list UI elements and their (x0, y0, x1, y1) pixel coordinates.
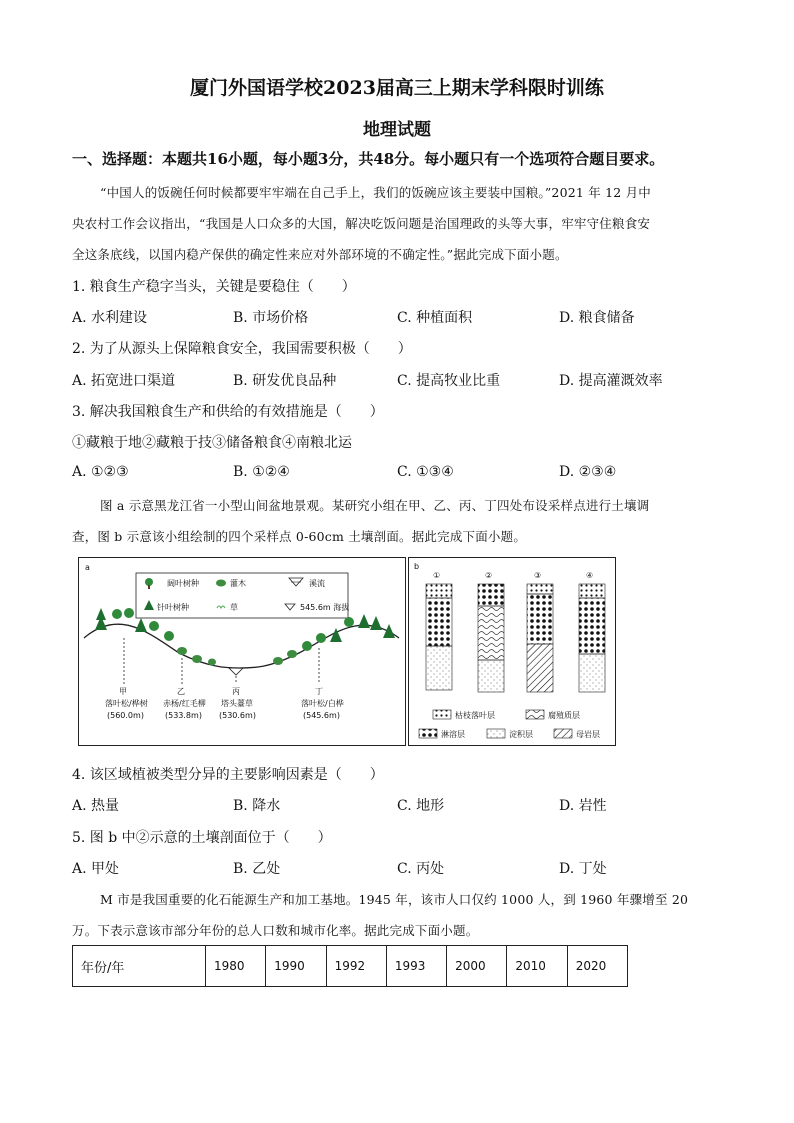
passage-line: M 市是我国重要的化石能源生产和加工基地。1945 年，该市人口仅约 1000 人，到 1960 年骤增至 20 (100, 892, 689, 907)
legend-shrub: 灌木 (230, 579, 246, 588)
question-stem: 1. 粮食生产稳字当头，关键是要稳住（ ） (72, 279, 356, 295)
legend-parent-rock: 母岩层 (576, 730, 600, 739)
option-b[interactable]: B. ①②④ (233, 464, 290, 480)
soil-profiles (409, 558, 615, 745)
question-stem: 5. 图 b 中②示意的土壤剖面位于（ ） (72, 830, 332, 846)
option-b[interactable]: B. 市场价格 (233, 310, 309, 326)
option-b[interactable]: B. 研发优良品种 (233, 373, 337, 389)
site-vegetation: 落叶松/白桦 (301, 699, 344, 708)
legend-illuvial: 淀积层 (509, 730, 533, 739)
profile-label: ③ (534, 571, 542, 580)
profile-label: ④ (586, 571, 594, 580)
legend-eluvial: 淋溶层 (441, 730, 465, 739)
option-d[interactable]: D. 丁处 (559, 861, 607, 877)
site-elevation: (560.0m) (107, 711, 144, 720)
option-d[interactable]: D. 岩性 (559, 798, 607, 814)
option-a[interactable]: A. 水利建设 (72, 310, 148, 326)
option-a[interactable]: A. 热量 (72, 798, 120, 814)
question-extra: ①藏粮于地②藏粮于技③储备粮食④南粮北运 (72, 435, 352, 451)
site-name: 乙 (177, 687, 185, 696)
option-b[interactable]: B. 乙处 (233, 861, 281, 877)
passage-line: 央农村工作会议指出，“我国是人口众多的大国，解决吃饭问题是治国理政的头等大事，牢牢守住粮食安 (72, 216, 651, 231)
legend-elevation: 545.6m 海拔 (300, 603, 350, 612)
site-name: 丁 (315, 687, 323, 696)
table-cell: 1980 (206, 946, 266, 987)
site-name: 丙 (232, 687, 240, 696)
legend-humus: 腐殖质层 (548, 711, 580, 720)
table-cell: 1990 (266, 946, 326, 987)
site-elevation: (545.6m) (303, 711, 340, 720)
passage-line: 查，图 b 示意该小组绘制的四个采样点 0-60cm 土壤剖面。据此完成下面小题。 (72, 529, 527, 544)
table-row (73, 946, 628, 987)
site-vegetation: 塔头薹草 (221, 699, 253, 708)
legend-grass: 草 (230, 603, 238, 612)
page-subtitle: 地理试题 (363, 120, 431, 140)
option-c[interactable]: C. 丙处 (397, 861, 445, 877)
table-header-cell: 年份/年 (73, 946, 206, 987)
passage-line: 图 a 示意黑龙江省一小型山间盆地景观。某研究小组在甲、乙、丙、丁四处布设采样点进行土壤调 (100, 498, 650, 513)
legend-stream: 溪流 (309, 579, 325, 588)
option-d[interactable]: D. 粮食储备 (559, 310, 635, 326)
table-cell: 1993 (386, 946, 446, 987)
option-b[interactable]: B. 降水 (233, 798, 281, 814)
option-c[interactable]: C. 地形 (397, 798, 445, 814)
question-stem: 2. 为了从源头上保障粮食安全，我国需要积极（ ） (72, 341, 412, 357)
page-title: 厦门外国语学校2023届高三上期末学科限时训练 (190, 77, 604, 99)
option-a[interactable]: A. ①②③ (72, 464, 129, 480)
population-table (72, 945, 628, 987)
table-cell: 2000 (447, 946, 507, 987)
passage-line: 万。下表示意该市部分年份的总人口数和城市化率。据此完成下面小题。 (72, 923, 479, 938)
site-elevation: (530.6m) (219, 711, 256, 720)
option-d[interactable]: D. ②③④ (559, 464, 617, 480)
site-elevation: (533.8m) (165, 711, 202, 720)
passage-line: “中国人的饭碗任何时候都要牢牢端在自己手上，我们的饭碗应该主要装中国粮。”2021 年 12 月中 (100, 185, 651, 200)
figure-a-tag: a (85, 563, 90, 572)
option-c[interactable]: C. 种植面积 (397, 310, 473, 326)
profile-label: ① (433, 571, 441, 580)
question-stem: 3. 解决我国粮食生产和供给的有效措施是（ ） (72, 404, 384, 420)
figure-a (78, 557, 406, 746)
option-a[interactable]: A. 拓宽进口渠道 (72, 373, 176, 389)
table-cell: 2020 (567, 946, 627, 987)
site-name: 甲 (119, 687, 127, 696)
section-heading: 一、选择题：本题共16小题，每小题3分，共48分。每小题只有一个选项符合题目要求。 (72, 150, 665, 168)
figure-b (408, 557, 616, 746)
option-d[interactable]: D. 提高灌溉效率 (559, 373, 663, 389)
site-vegetation: 落叶松/桦树 (105, 699, 148, 708)
site-vegetation: 赤杨/红毛柳 (163, 699, 206, 708)
figure-b-tag: b (414, 562, 420, 571)
legend-litter: 枯枝落叶层 (455, 711, 495, 720)
legend-conifer: 针叶树种 (157, 603, 189, 612)
option-a[interactable]: A. 甲处 (72, 861, 120, 877)
table-cell: 1992 (326, 946, 386, 987)
profile-label: ② (485, 571, 493, 580)
option-c[interactable]: C. 提高牧业比重 (397, 373, 501, 389)
table-cell: 2010 (507, 946, 567, 987)
option-c[interactable]: C. ①③④ (397, 464, 454, 480)
question-stem: 4. 该区域植被类型分异的主要影响因素是（ ） (72, 767, 384, 783)
legend-broadleaf: 阔叶树种 (167, 579, 199, 588)
passage-line: 全这条底线，以国内稳产保供的确定性来应对外部环境的不确定性。”据此完成下面小题。 (72, 247, 568, 262)
